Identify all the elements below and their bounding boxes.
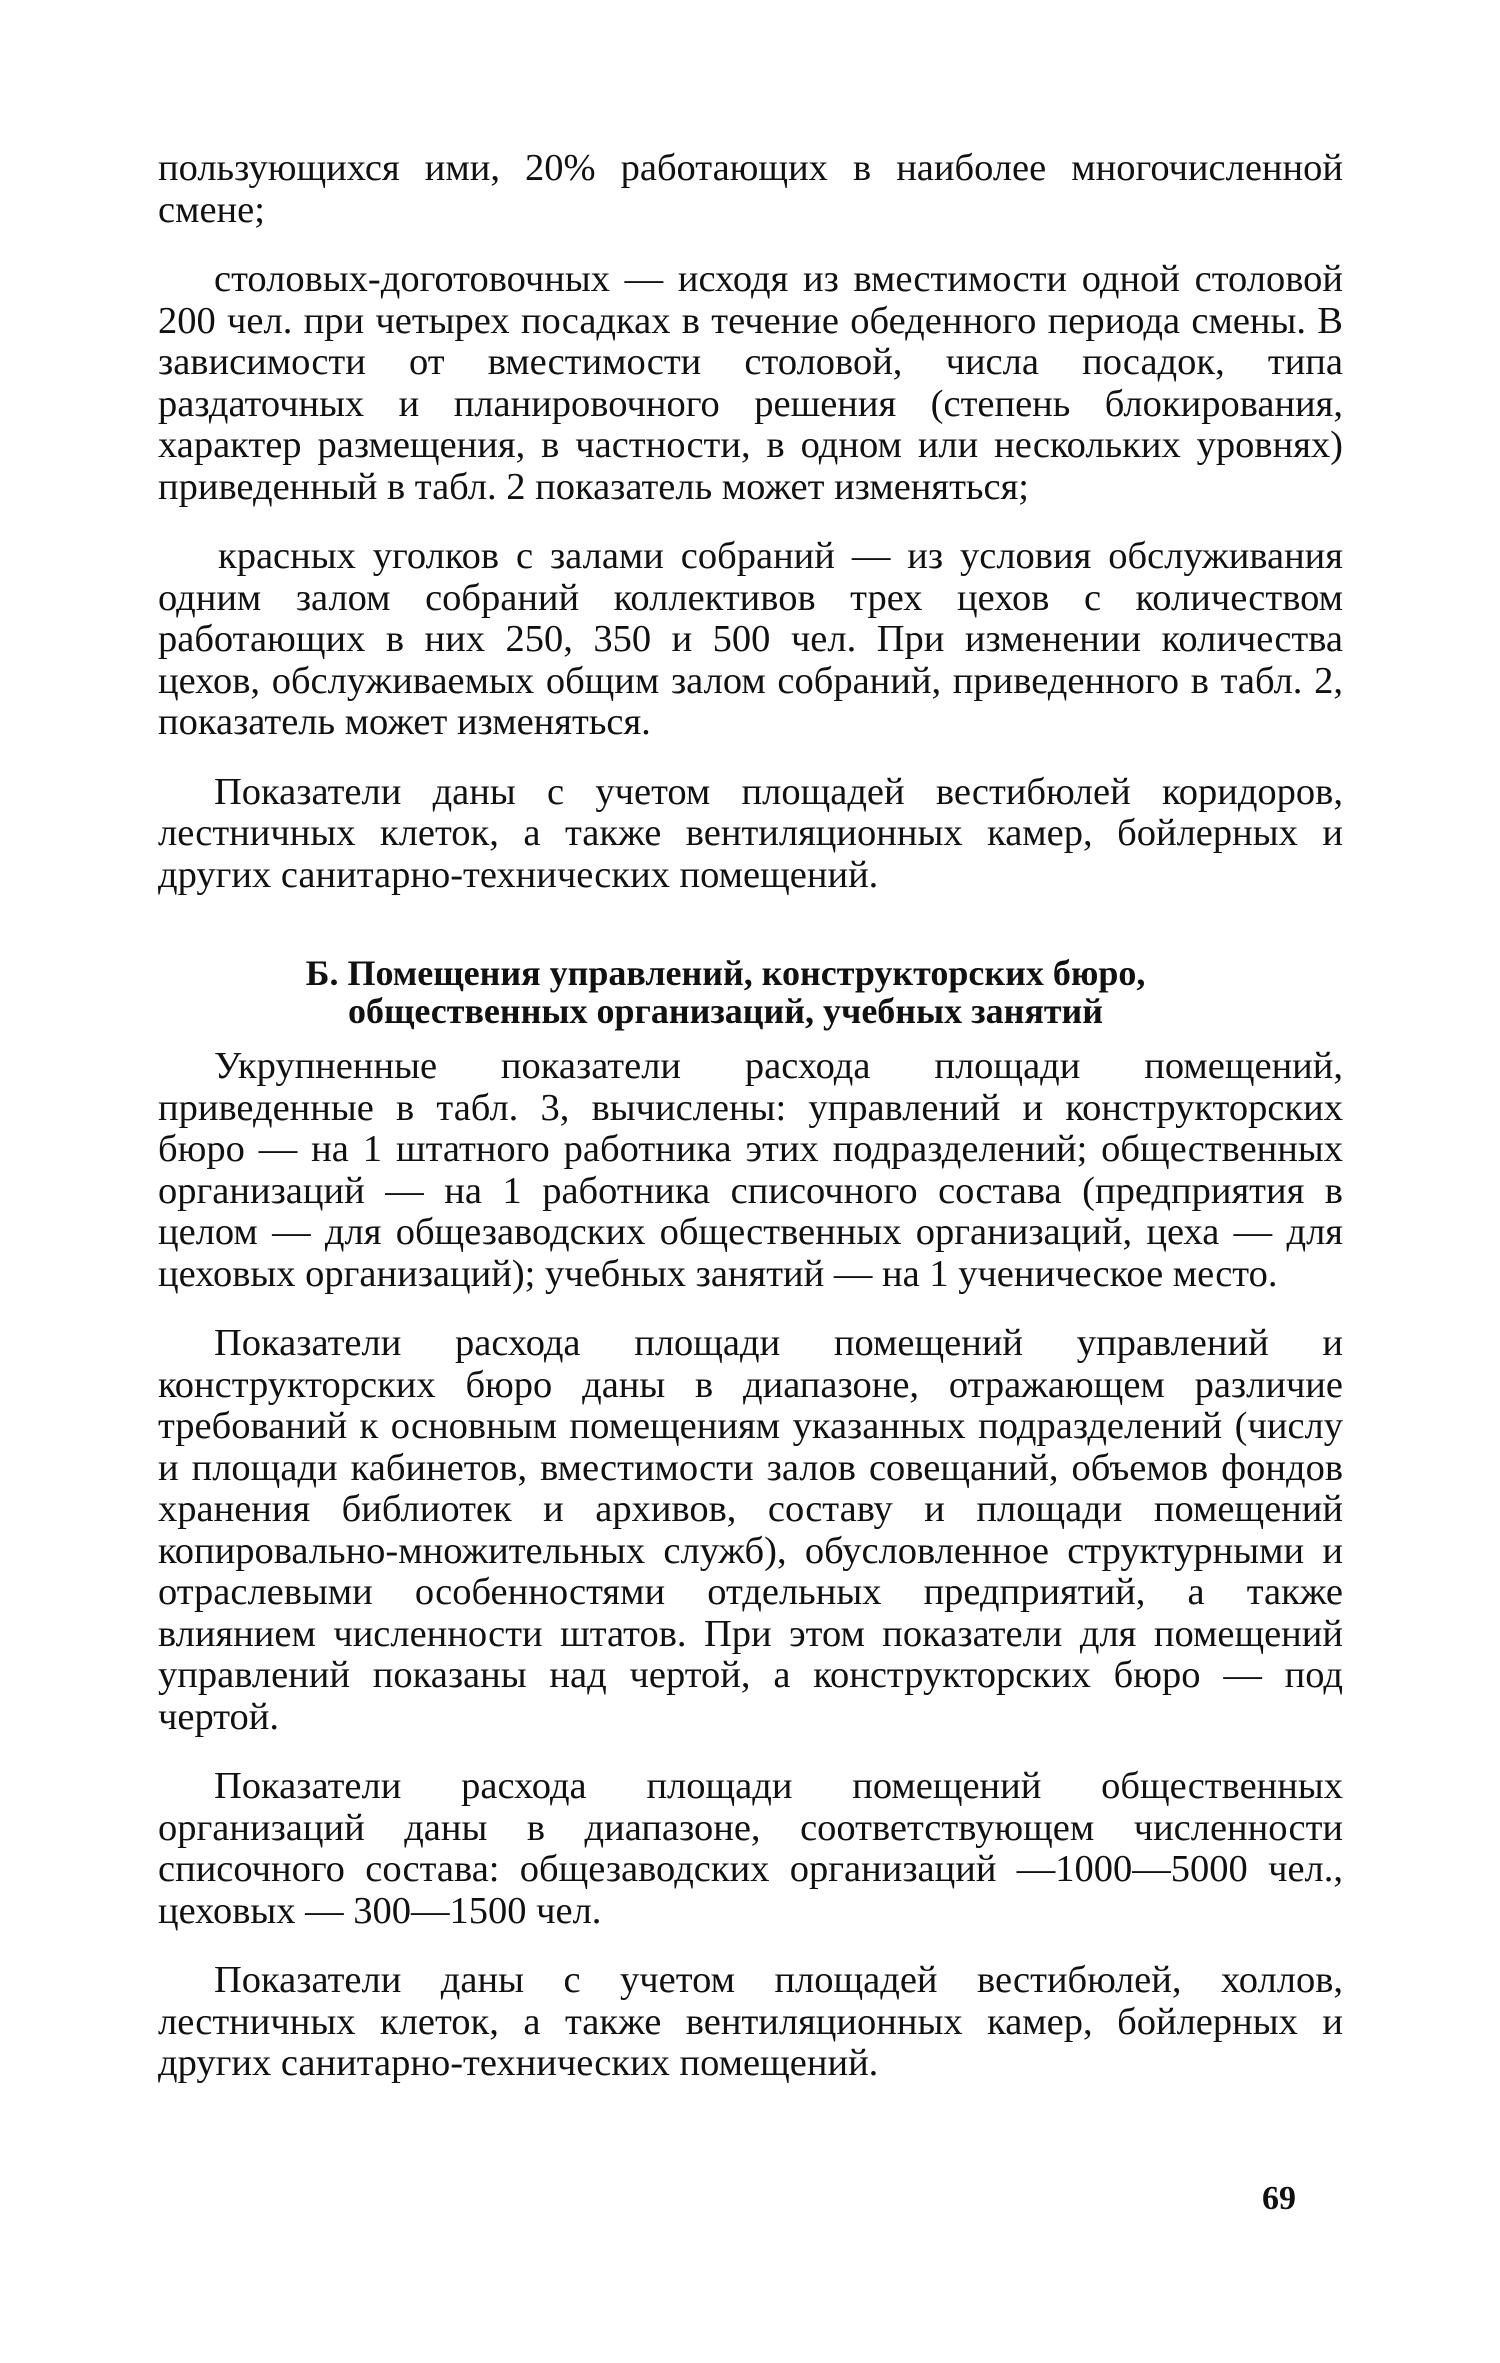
paragraph-top-4: Показатели даны с учетом площадей вестибюлей коридоров, лестничных клеток, а также вентиляционных камер, бойлерных и других санитарно-технических помещений. bbox=[158, 770, 1343, 896]
paragraph-top-3: красных уголков с залами собраний — из условия обслуживания одним залом собраний коллективов трех цехов с количеством работающих в них 250, 350 и 500 чел. При изменении количества цехов, обслуживаемых общим залом собраний, приведенного в табл. 2, показатель может изменяться. bbox=[158, 535, 1343, 743]
page-number: 69 bbox=[1262, 2180, 1296, 2217]
paragraph-top-2: столовых-доготовочных — исходя из вместимости одной столовой 200 чел. при четырех посадках в течение обеденного периода смены. В зависимости от вместимости столовой, числа посадок, типа раздаточных и планировочного решения (степень блокирования, характер размещения, в частности, в одном или нескольких уровнях) приведенный в табл. 2 показатель может изменяться; bbox=[158, 258, 1343, 508]
paragraph-bottom-3: Показатели расхода площади помещений общественных организаций даны в диапазоне, соответствующем численности списочного состава: общезаводских организаций —1000—5000 чел., цеховых — 300—1500 чел. bbox=[158, 1765, 1343, 1932]
paragraph-bottom-2: Показатели расхода площади помещений управлений и конструкторских бюро даны в диапазоне, отражающем различие требований к основным помещениям указанных подразделений (числу и площади кабинетов, вместимости залов совещаний, объемов фондов хранения библиотек и архивов, составу и площади помещений копировально-множительных служб), обусловленное структурными и отраслевыми особенностями отдельных предприятий, а также влиянием численности штатов. При этом показатели для помещений управлений показаны над чертой, а конструкторских бюро — под чертой. bbox=[158, 1322, 1343, 1738]
paragraph-bottom-4: Показатели даны с учетом площадей вестибюлей, холлов, лестничных клеток, а также вентиляционных камер, бойлерных и других санитарно-технических помещений. bbox=[158, 1959, 1343, 2084]
section-heading-line-1: Б. Помещения управлений, конструкторских бюро, bbox=[305, 953, 1146, 993]
page-body bbox=[158, 148, 1343, 2113]
section-heading bbox=[158, 954, 1343, 1030]
paragraph-top-1: пользующихся ими, 20% работающих в наиболее многочисленной смене; bbox=[158, 147, 1343, 231]
paragraph-bottom-1: Укрупненные показатели расхода площади помещений, приведенные в табл. 3, вычислены: управлений и конструкторских бюро — на 1 штатного работника этих подразделений; общественных организаций — на 1 работника списочного состава (предприятия в целом — для общезаводских общественных организаций, цеха — для цеховых организаций); учебных занятий — на 1 ученическое место. bbox=[158, 1045, 1343, 1295]
section-heading-line-2: общественных организаций, учебных занятий bbox=[347, 991, 1103, 1031]
